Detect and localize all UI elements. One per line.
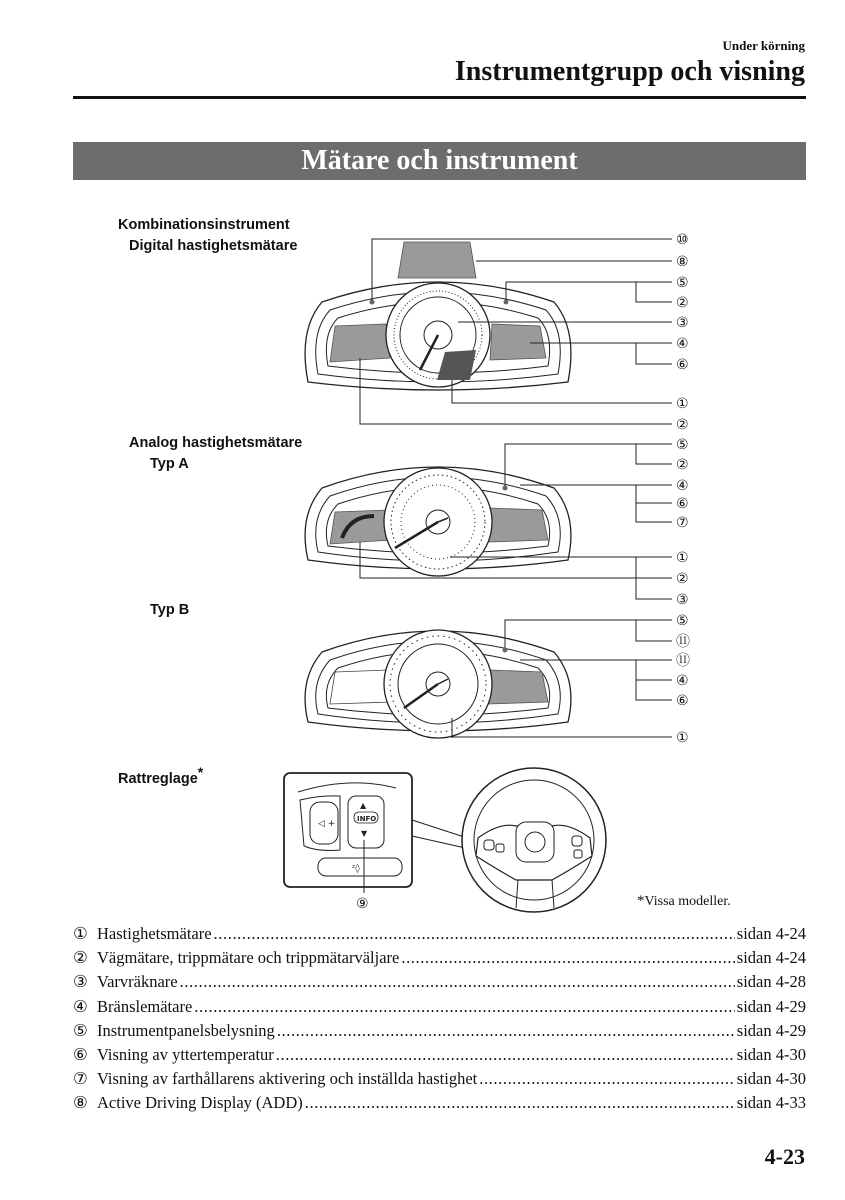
component-legend <box>73 924 806 1118</box>
callout-digital-2a: ② <box>676 295 689 311</box>
callout-digital-4: ④ <box>676 336 689 352</box>
callout-type-b-4: ④ <box>676 673 689 689</box>
callout-type-b-1: ① <box>676 730 689 746</box>
leader-dots <box>276 1045 735 1065</box>
section-title: Instrumentgrupp och visning <box>454 56 805 87</box>
callout-digital-5: ⑤ <box>676 275 689 291</box>
steering-asterisk: * <box>197 764 204 780</box>
callout-type-a-1: ① <box>676 550 689 566</box>
callout-digital-8: ⑧ <box>676 254 689 270</box>
callout-digital-6: ⑥ <box>676 357 689 373</box>
legend-number: ③ <box>73 972 88 992</box>
callout-type-b-5: ⑤ <box>676 613 689 629</box>
callout-type-b-11a: ⑪ <box>676 634 690 650</box>
callout-digital-1: ① <box>676 396 689 412</box>
label-analog-speedometer: Analog hastighetsmätare <box>129 435 303 451</box>
legend-page-ref: sidan 4-30 <box>736 1069 806 1089</box>
page-number: 4-23 <box>764 1144 805 1169</box>
legend-page-ref: sidan 4-30 <box>736 1044 806 1064</box>
steering-label-text: Rattreglage <box>118 770 198 787</box>
digital-callouts <box>676 232 689 433</box>
svg-text:▼: ▼ <box>361 829 368 838</box>
legend-text: Vägmätare, trippmätare och trippmätarväljare <box>97 948 400 968</box>
digital-cluster <box>305 239 672 424</box>
callout-steering-9: ⑨ <box>356 896 369 912</box>
note-asterisk: * <box>637 893 645 909</box>
legend-number: ⑦ <box>73 1069 88 1089</box>
legend-row <box>73 1045 806 1069</box>
legend-page-ref: sidan 4-24 <box>736 924 806 943</box>
leader-dots <box>401 948 734 968</box>
type-b-left-display <box>330 670 392 704</box>
callout-type-a-2b: ② <box>676 571 689 587</box>
legend-row <box>73 1093 806 1117</box>
callout-digital-10: ⑩ <box>676 232 689 248</box>
legend-number: ② <box>73 948 88 968</box>
label-type-a: Typ A <box>150 456 189 472</box>
right-display <box>490 324 546 360</box>
legend-row <box>73 997 806 1021</box>
section-banner: Mätare och instrument <box>73 142 806 180</box>
type-a-tachometer-display <box>330 510 392 544</box>
legend-number: ⑥ <box>73 1044 88 1064</box>
legend-number: ① <box>73 924 88 943</box>
leader-dots <box>194 997 735 1017</box>
leader-dots <box>214 924 735 944</box>
leader-dots <box>305 1093 735 1113</box>
legend-page-ref: sidan 4-24 <box>736 948 806 968</box>
steering-switch-closeup <box>284 773 492 893</box>
legend-text: Active Driving Display (ADD) <box>97 1093 303 1113</box>
callout-type-a-6: ⑥ <box>676 496 689 512</box>
legend-row <box>73 1069 806 1093</box>
leader-dots <box>479 1069 735 1089</box>
legend-page-ref: sidan 4-29 <box>736 1020 806 1040</box>
type-a-callouts <box>676 437 689 608</box>
label-digital-speedometer: Digital hastighetsmätare <box>129 238 298 254</box>
legend-text: Instrumentpanelsbelysning <box>97 1020 275 1040</box>
svg-text:◁ +: ◁ + <box>318 819 336 829</box>
svg-text:ᶻ◊: ᶻ◊ <box>352 864 360 874</box>
type-b-callouts <box>676 613 690 746</box>
steering-wheel <box>462 768 606 912</box>
analog-cluster-type-b <box>305 620 672 738</box>
active-driving-display <box>398 242 476 278</box>
leader-dots <box>277 1021 735 1041</box>
callout-digital-2b: ② <box>676 417 689 433</box>
callout-type-a-3: ③ <box>676 592 689 608</box>
callout-type-b-11b: ⑪ <box>676 653 690 669</box>
legend-page-ref: sidan 4-33 <box>736 1093 806 1113</box>
legend-number: ⑧ <box>73 1093 88 1113</box>
info-button-label: INFO <box>357 815 377 823</box>
legend-page-ref: sidan 4-28 <box>736 972 806 992</box>
svg-text:▲: ▲ <box>360 801 367 810</box>
legend-text: Hastighetsmätare <box>97 924 212 943</box>
callout-type-b-6: ⑥ <box>676 693 689 709</box>
left-display <box>330 324 390 362</box>
chapter-title: Under körning <box>722 38 805 53</box>
legend-page-ref: sidan 4-29 <box>736 996 806 1016</box>
callout-type-a-4: ④ <box>676 478 689 494</box>
legend-text: Visning av farthållarens aktivering och inställda hastighet <box>97 1069 478 1089</box>
callout-type-a-2a: ② <box>676 457 689 473</box>
analog-cluster-type-a <box>305 444 672 599</box>
leader-dots <box>180 972 735 992</box>
legend-text: Varvräknare <box>97 972 178 992</box>
legend-row <box>73 1021 806 1045</box>
type-a-right-display <box>488 508 548 542</box>
callout-digital-3: ③ <box>676 315 689 331</box>
callout-type-a-5: ⑤ <box>676 437 689 453</box>
callout-type-a-7: ⑦ <box>676 515 689 531</box>
legend-number: ④ <box>73 996 88 1016</box>
legend-number: ⑤ <box>73 1020 88 1040</box>
legend-row <box>73 948 806 972</box>
label-type-b: Typ B <box>150 602 190 618</box>
legend-text: Visning av yttertemperatur <box>97 1044 274 1064</box>
legend-row <box>73 924 806 948</box>
type-b-right-display <box>488 670 548 704</box>
note-text: Vissa modeller. <box>644 894 731 909</box>
label-combination-instrument: Kombinationsinstrument <box>118 217 290 233</box>
legend-row <box>73 972 806 996</box>
legend-text: Bränslemätare <box>97 996 193 1016</box>
